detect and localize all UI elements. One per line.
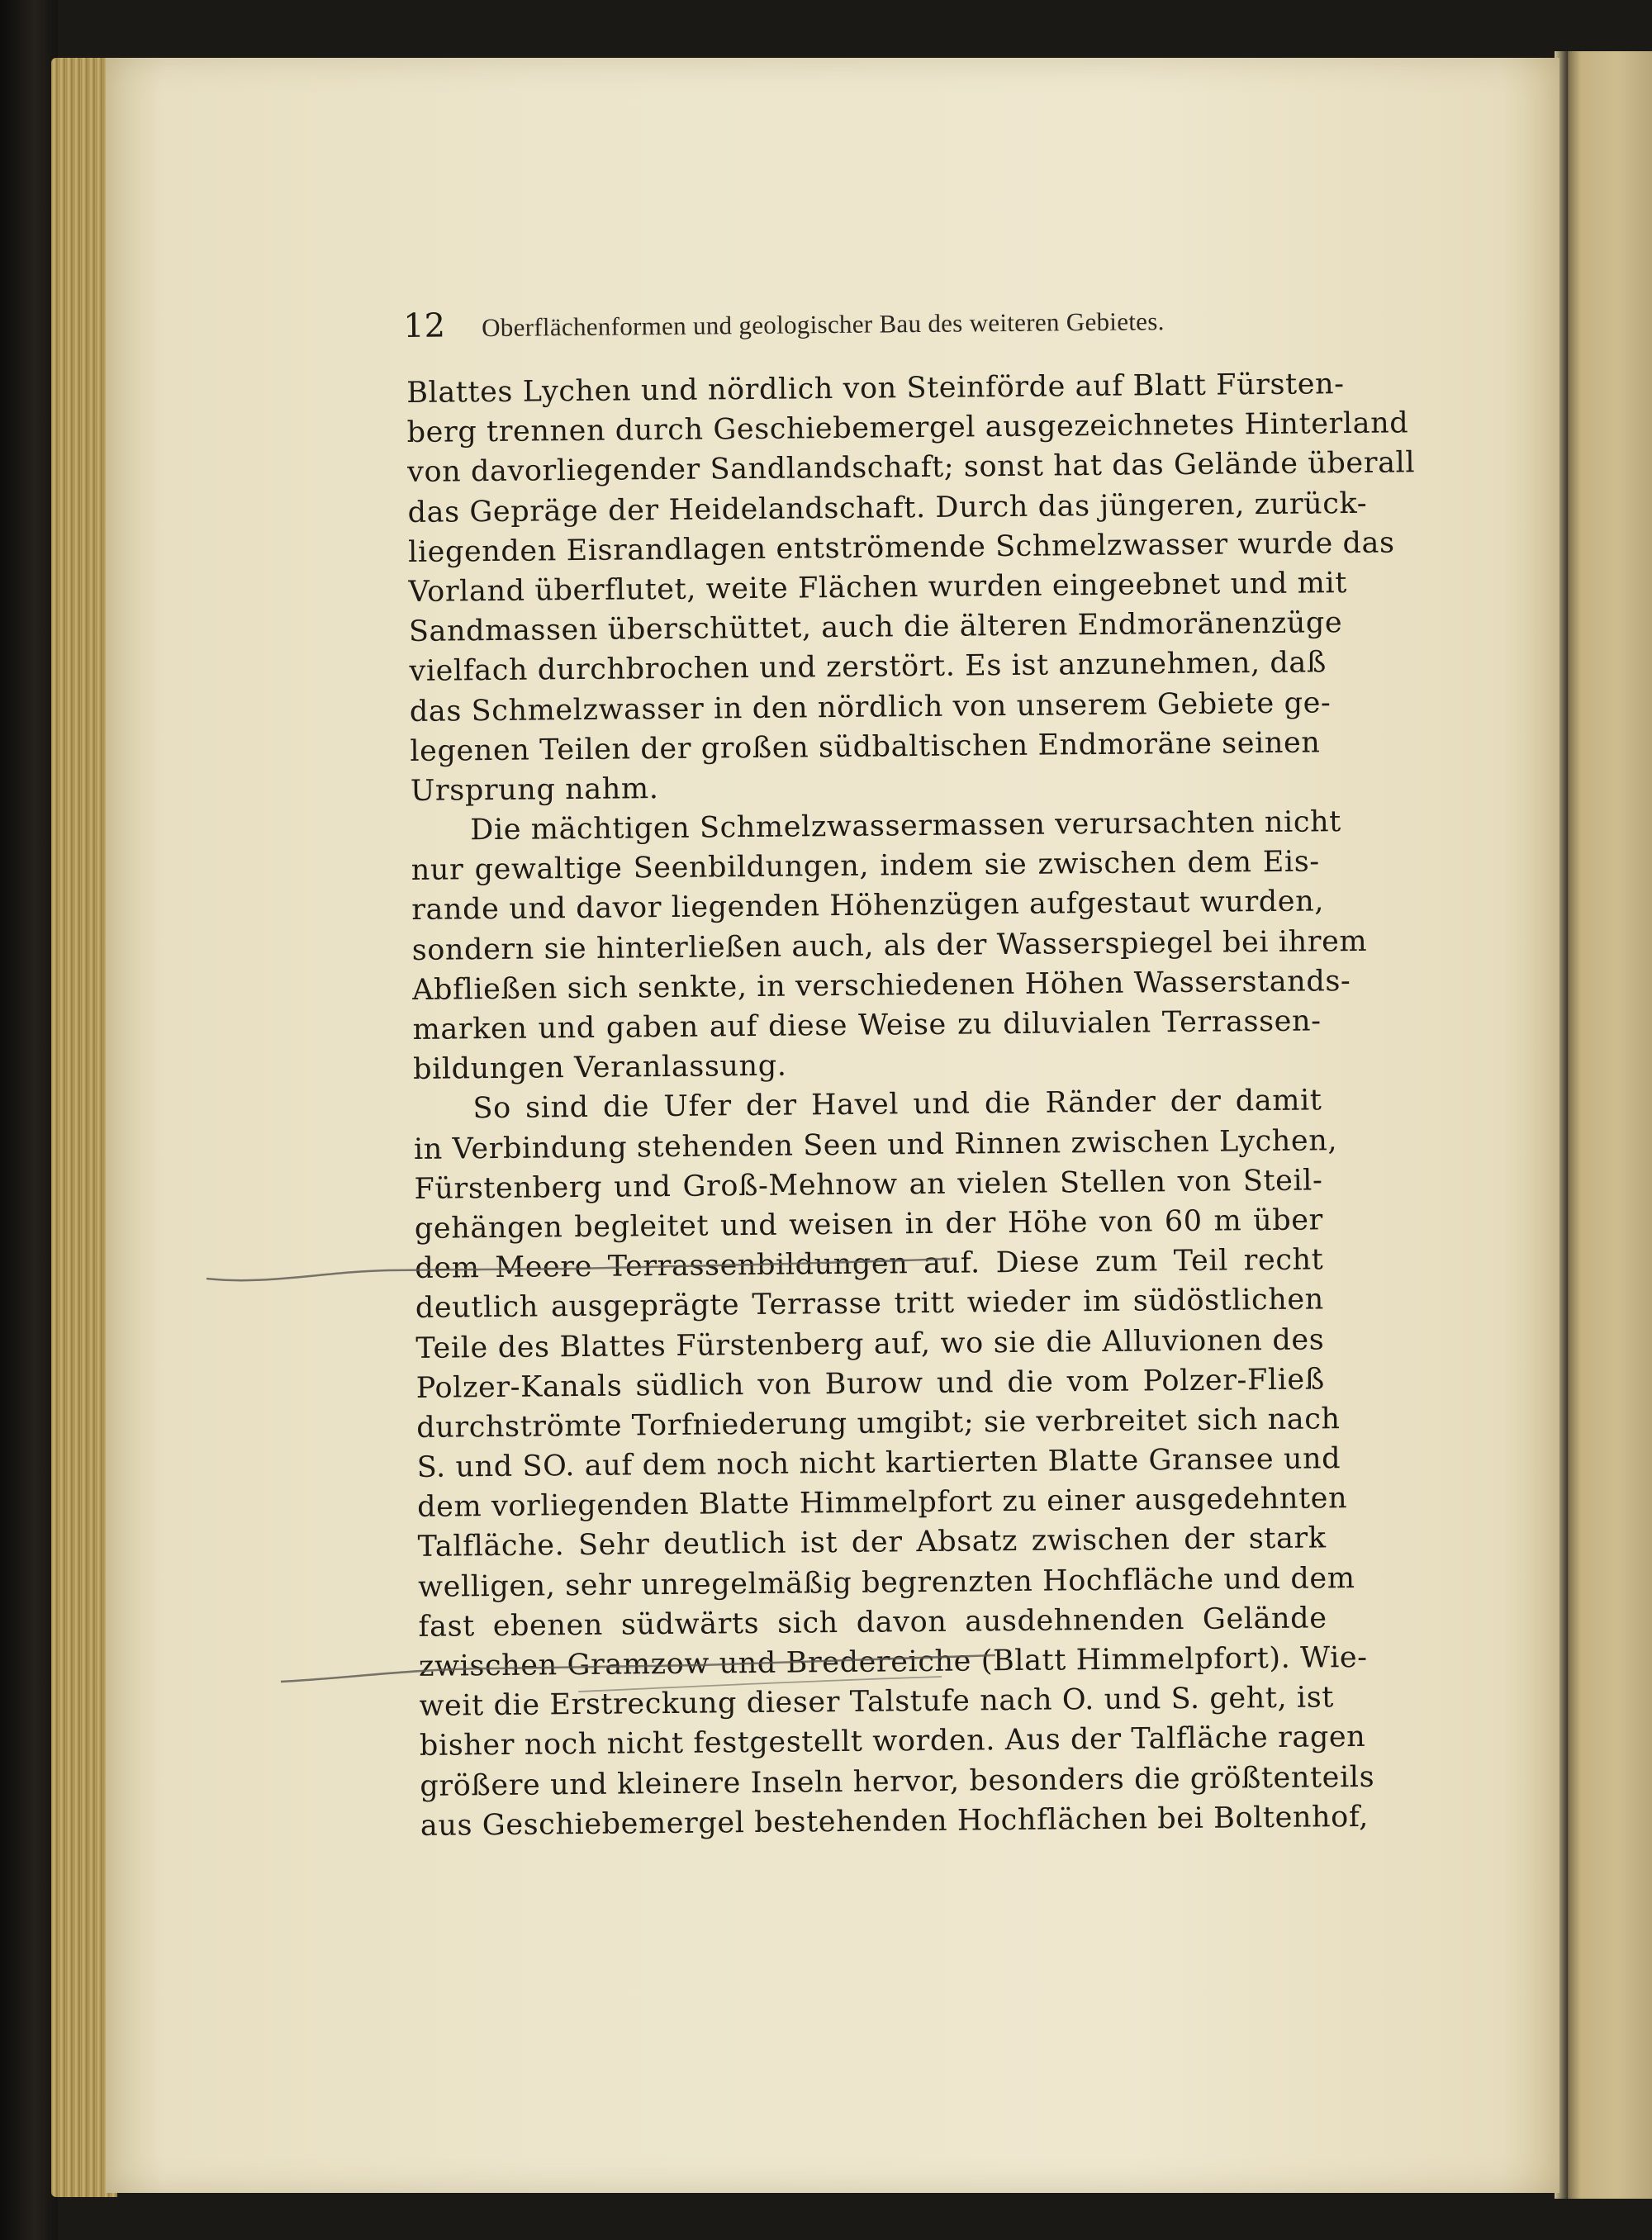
text-line: vielfach durchbrochen und zerstört. Es ist anzunehmen, daß [409,646,1327,689]
text-line: welligen, sehr unregelmäßig begrenzten Hochfläche und dem [417,1561,1355,1604]
text-line: deutlich ausgeprägte Terrasse tritt wieder im südöstlichen [415,1283,1325,1326]
paragraph-start-line: So sind die Ufer der Havel und die Ränder der damit [472,1084,1322,1126]
next-leaf-edge [1563,51,1652,2199]
paragraph-start-line: Die mächtigen Schmelzwassermassen verursachten nicht [470,805,1342,847]
underlined-text-line: dem Meere Terrassenbildungen auf. Diese zum Teil recht [415,1243,1324,1286]
text-line: in Verbindung stehenden Seen und Rinnen zwischen Lychen, [413,1123,1338,1166]
text-line: rande und davor liegenden Höhenzügen aufgestaut wurden, [411,885,1325,928]
text-line: legenen Teilen der großen südbaltischen Endmoräne seinen [410,726,1321,768]
text-line: nur gewaltige Seenbildungen, indem sie zwischen dem Eis- [411,845,1320,888]
text-line: dem vorliegenden Blatte Himmelpfort zu einer ausgedehnten [416,1482,1348,1525]
text-line: bisher noch nicht festgestellt worden. Aus der Talfläche ragen [419,1720,1366,1763]
text-line: Sandmassen überschüttet, auch die älteren Endmoränenzüge [408,606,1343,649]
page-number: 12 [403,306,446,345]
text-line: Teile des Blattes Fürstenberg auf, wo sie die Alluvionen des [415,1322,1325,1365]
text-line: Vorland überflutet, weite Flächen wurden eingeebnet und mit [408,567,1348,609]
paragraph-end-line: Ursprung nahm. [410,771,659,808]
text-line: berg trennen durch Geschiebemergel ausgezeichnetes Hinterland [406,406,1409,450]
paragraph-end-line: bildungen Veranlassung. [412,1049,787,1087]
book-cover-edge [0,0,58,2240]
text-line: fast ebenen südwärts sich davon ausdehnenden Gelände [418,1602,1327,1644]
text-line: sondern sie hinterließen auch, als der Wasserspiegel bei ihrem [411,924,1368,967]
text-line: durchströmte Torfniederung umgibt; sie verbreitet sich nach [416,1402,1341,1445]
text-line: Blattes Lychen und nördlich von Steinförde auf Blatt Fürsten- [406,368,1345,410]
text-line: Abfließen sich senkte, in verschiedenen Höhen Wasserstands- [411,964,1351,1007]
page-header [403,299,1229,345]
body-text [406,364,1416,1845]
text-line: weit die Erstreckung dieser Talstufe nach O. und S. geht, ist [419,1681,1335,1724]
text-line: größere und kleinere Inseln hervor, besonders die größtenteils [420,1760,1375,1803]
text-line: marken und gaben auf diese Weise zu diluvialen Terrassen- [412,1004,1322,1046]
text-line: liegenden Eisrandlagen entströmende Schmelzwasser wurde das [407,526,1395,569]
text-line: das Gepräge der Heidelandschaft. Durch das jüngeren, zurück- [407,486,1368,529]
text-line: das Schmelzwasser in den nördlich von unserem Gebiete ge- [409,686,1332,728]
text-line: Talfläche. Sehr deutlich ist der Absatz zwischen der stark [417,1521,1327,1564]
text-line: gehängen begleitet und weisen in der Höhe von 60 m über [414,1203,1324,1246]
text-line: von davorliegender Sandlandschaft; sonst hat das Gelände überall [406,446,1416,490]
running-title: Oberflächenformen und geologischer Bau des weiteren Gebietes. [481,306,1165,343]
text-line: S. und SO. auf dem noch nicht kartierten Blatte Gransee und [416,1442,1341,1485]
text-line: Polzer-Kanals südlich von Burow und die vom Polzer-Fließ [415,1363,1325,1405]
text-line: Fürstenberg und Groß-Mehnow an vielen Stellen von Steil- [414,1164,1323,1206]
text-line: aus Geschiebemergel bestehenden Hochflächen bei Boltenhof, [420,1800,1370,1843]
underlined-text-line: zwischen Gramzow und Bredereiche (Blatt Himmelpfort). Wie- [418,1640,1368,1683]
